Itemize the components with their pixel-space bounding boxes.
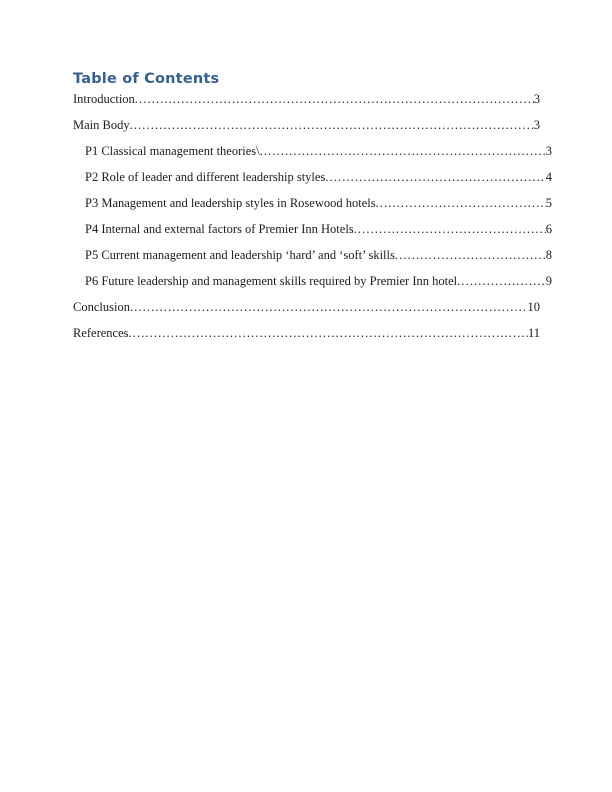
toc-entry-p6[interactable]	[73, 274, 552, 288]
toc-list	[73, 92, 552, 340]
toc-dot-leader	[135, 92, 534, 106]
toc-entry-label: References	[73, 326, 129, 340]
toc-entry-p2[interactable]	[73, 170, 552, 184]
toc-entry-page: 3	[533, 92, 540, 106]
toc-entry-label: P6 Future leadership and management skills required by Premier Inn hotel	[85, 274, 458, 288]
toc-dot-leader	[395, 248, 546, 262]
toc-dot-leader	[260, 144, 546, 158]
toc-entry-p1[interactable]	[73, 144, 552, 158]
toc-dot-leader	[376, 196, 546, 210]
toc-entry-label: P5 Current management and leadership ‘hard’ and ‘soft’ skills	[85, 248, 395, 262]
toc-entry-label: Main Body	[73, 118, 130, 132]
toc-entry-page: 9	[545, 274, 552, 288]
toc-dot-leader	[457, 274, 546, 288]
toc-entry-page: 6	[545, 222, 552, 236]
toc-entry-label: P2 Role of leader and different leadership styles	[85, 170, 326, 184]
toc-entry-page: 10	[527, 300, 540, 314]
toc-dot-leader	[129, 326, 528, 340]
toc-entry-page: 8	[545, 248, 552, 262]
toc-entry-introduction[interactable]	[73, 92, 540, 106]
toc-entry-page: 4	[545, 170, 552, 184]
toc-entry-p3[interactable]	[73, 196, 552, 210]
toc-entry-main-body[interactable]	[73, 118, 540, 132]
toc-entry-page: 3	[533, 118, 540, 132]
toc-dot-leader	[325, 170, 545, 184]
toc-entry-label: P3 Management and leadership styles in Rosewood hotels	[85, 196, 376, 210]
toc-entry-page: 5	[545, 196, 552, 210]
toc-entry-label: Introduction	[73, 92, 135, 106]
toc-entry-label: P1 Classical management theories\	[85, 144, 260, 158]
toc-dot-leader	[130, 300, 528, 314]
toc-entry-label: P4 Internal and external factors of Premier Inn Hotels	[85, 222, 354, 236]
toc-dot-leader	[130, 118, 534, 132]
toc-dot-leader	[354, 222, 546, 236]
toc-entry-label: Conclusion	[73, 300, 130, 314]
toc-entry-page: 3	[545, 144, 552, 158]
toc-entry-p4[interactable]	[73, 222, 552, 236]
table-of-contents-heading: Table of Contents	[73, 71, 220, 87]
toc-entry-conclusion[interactable]	[73, 300, 540, 314]
toc-entry-references[interactable]	[73, 326, 540, 340]
toc-entry-page: 11	[527, 326, 540, 340]
toc-entry-p5[interactable]	[73, 248, 552, 262]
